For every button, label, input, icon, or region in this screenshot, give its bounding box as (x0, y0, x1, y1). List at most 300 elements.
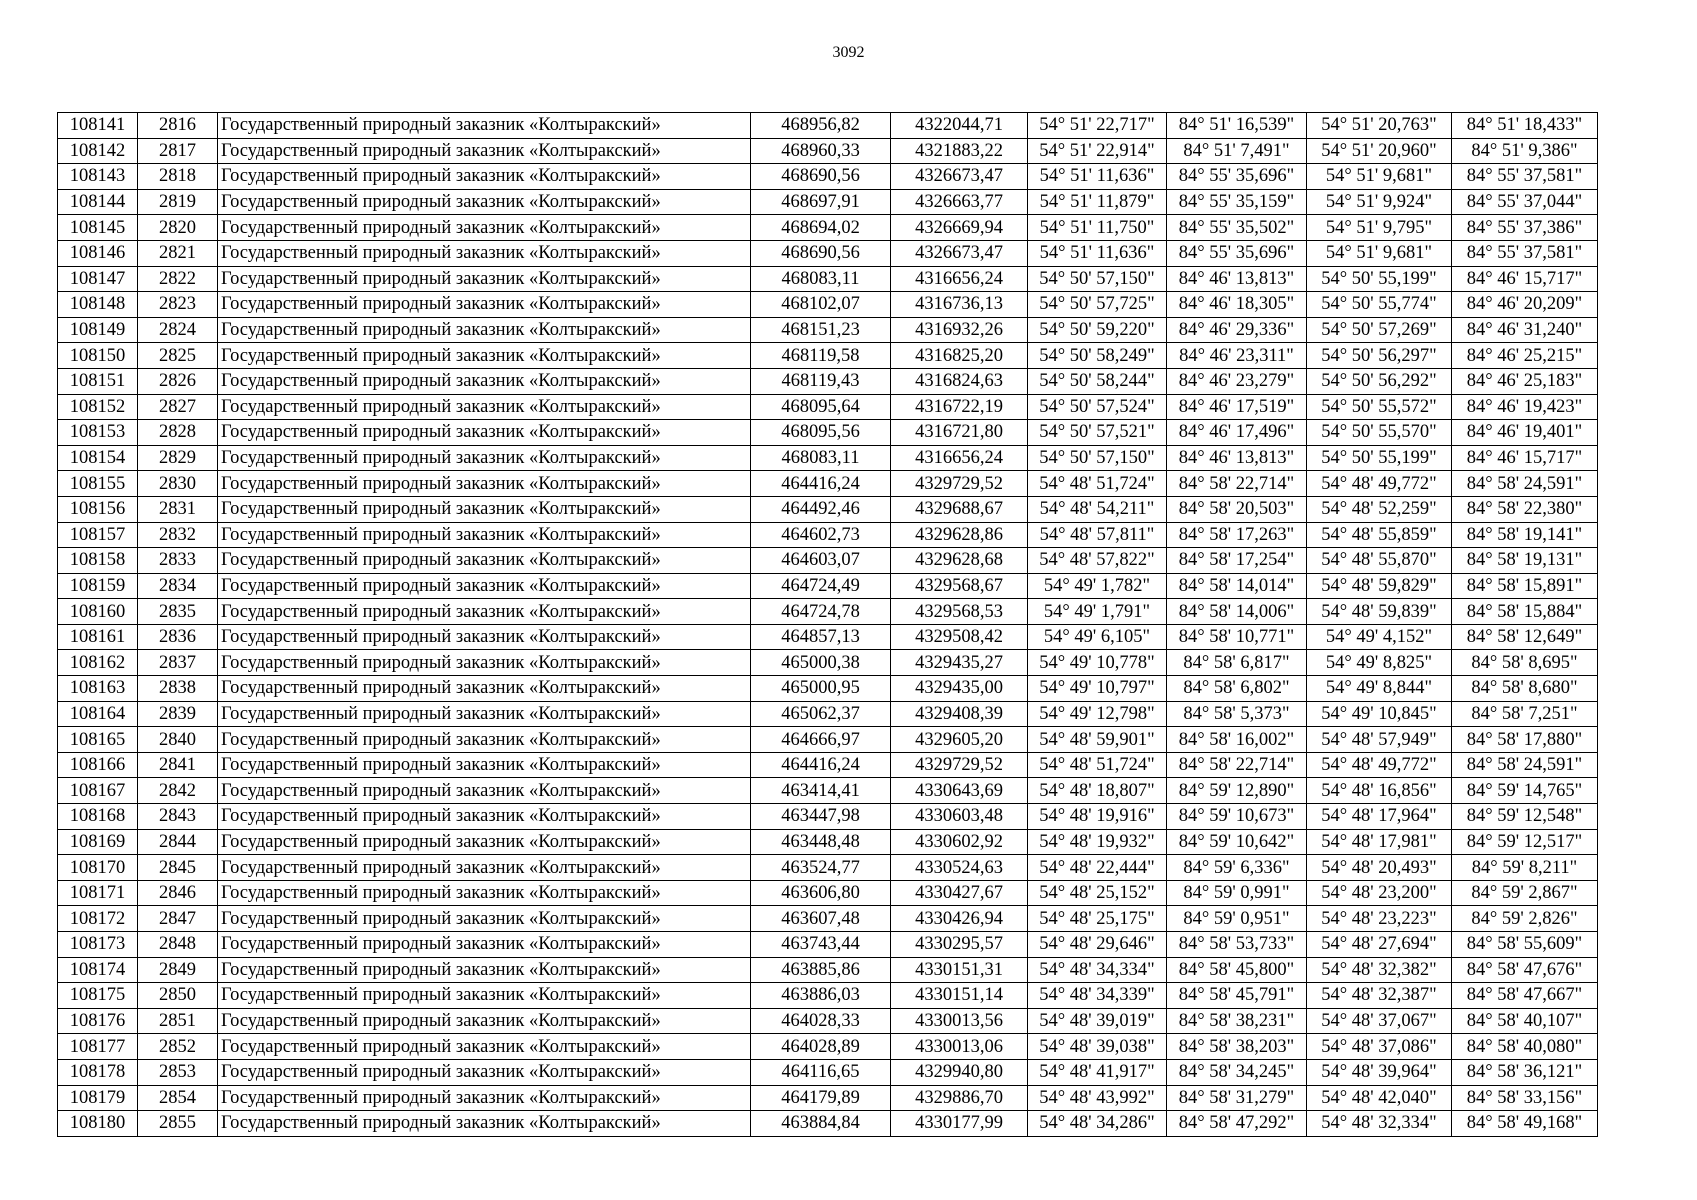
point-number-cell: 2850 (138, 983, 218, 1009)
latitude-1-cell: 54° 48' 39,038" (1028, 1034, 1167, 1060)
x-coordinate-cell: 468956,82 (751, 113, 891, 139)
row-number-cell: 108148 (58, 292, 138, 318)
longitude-2-cell: 84° 58' 33,156" (1452, 1085, 1598, 1111)
longitude-1-cell: 84° 46' 29,336" (1167, 317, 1307, 343)
object-name-cell: Государственный природный заказник «Колтыракский» (218, 906, 751, 932)
table-row (58, 445, 1598, 471)
y-coordinate-cell: 4326669,94 (891, 215, 1028, 241)
longitude-2-cell: 84° 51' 9,386" (1452, 138, 1598, 164)
object-name-cell: Государственный природный заказник «Колтыракский» (218, 727, 751, 753)
latitude-1-cell: 54° 50' 57,150" (1028, 266, 1167, 292)
table-row (58, 1111, 1598, 1137)
x-coordinate-cell: 464028,33 (751, 1008, 891, 1034)
object-name-cell: Государственный природный заказник «Колтыракский» (218, 548, 751, 574)
x-coordinate-cell: 464116,65 (751, 1059, 891, 1085)
latitude-2-cell: 54° 48' 32,334" (1307, 1111, 1452, 1137)
y-coordinate-cell: 4316736,13 (891, 292, 1028, 318)
point-number-cell: 2845 (138, 855, 218, 881)
latitude-1-cell: 54° 48' 34,339" (1028, 983, 1167, 1009)
point-number-cell: 2828 (138, 420, 218, 446)
object-name-cell: Государственный природный заказник «Колтыракский» (218, 650, 751, 676)
table-row (58, 778, 1598, 804)
latitude-2-cell: 54° 48' 23,200" (1307, 880, 1452, 906)
latitude-2-cell: 54° 48' 59,839" (1307, 599, 1452, 625)
table-row (58, 420, 1598, 446)
y-coordinate-cell: 4316824,63 (891, 368, 1028, 394)
point-number-cell: 2829 (138, 445, 218, 471)
table-row (58, 804, 1598, 830)
point-number-cell: 2853 (138, 1059, 218, 1085)
latitude-2-cell: 54° 50' 55,774" (1307, 292, 1452, 318)
table-row (58, 189, 1598, 215)
row-number-cell: 108176 (58, 1008, 138, 1034)
object-name-cell: Государственный природный заказник «Колтыракский» (218, 1085, 751, 1111)
latitude-1-cell: 54° 48' 51,724" (1028, 471, 1167, 497)
table-row (58, 573, 1598, 599)
latitude-2-cell: 54° 48' 32,387" (1307, 983, 1452, 1009)
object-name-cell: Государственный природный заказник «Колтыракский» (218, 394, 751, 420)
object-name-cell: Государственный природный заказник «Колтыракский» (218, 471, 751, 497)
point-number-cell: 2818 (138, 164, 218, 190)
y-coordinate-cell: 4329568,53 (891, 599, 1028, 625)
object-name-cell: Государственный природный заказник «Колтыракский» (218, 957, 751, 983)
point-number-cell: 2825 (138, 343, 218, 369)
y-coordinate-cell: 4329605,20 (891, 727, 1028, 753)
latitude-1-cell: 54° 48' 59,901" (1028, 727, 1167, 753)
point-number-cell: 2830 (138, 471, 218, 497)
table-row (58, 752, 1598, 778)
row-number-cell: 108165 (58, 727, 138, 753)
row-number-cell: 108179 (58, 1085, 138, 1111)
longitude-2-cell: 84° 58' 40,080" (1452, 1034, 1598, 1060)
object-name-cell: Государственный природный заказник «Колтыракский» (218, 317, 751, 343)
longitude-2-cell: 84° 59' 2,867" (1452, 880, 1598, 906)
table-row (58, 138, 1598, 164)
row-number-cell: 108169 (58, 829, 138, 855)
longitude-1-cell: 84° 55' 35,502" (1167, 215, 1307, 241)
point-number-cell: 2836 (138, 624, 218, 650)
x-coordinate-cell: 468095,64 (751, 394, 891, 420)
longitude-1-cell: 84° 55' 35,159" (1167, 189, 1307, 215)
latitude-1-cell: 54° 51' 11,636" (1028, 164, 1167, 190)
row-number-cell: 108143 (58, 164, 138, 190)
x-coordinate-cell: 463524,77 (751, 855, 891, 881)
longitude-1-cell: 84° 58' 14,014" (1167, 573, 1307, 599)
latitude-1-cell: 54° 48' 22,444" (1028, 855, 1167, 881)
table-row (58, 343, 1598, 369)
point-number-cell: 2838 (138, 676, 218, 702)
row-number-cell: 108177 (58, 1034, 138, 1060)
table-row (58, 368, 1598, 394)
longitude-1-cell: 84° 58' 17,263" (1167, 522, 1307, 548)
row-number-cell: 108166 (58, 752, 138, 778)
table-row (58, 855, 1598, 881)
y-coordinate-cell: 4330177,99 (891, 1111, 1028, 1137)
latitude-1-cell: 54° 51' 11,879" (1028, 189, 1167, 215)
latitude-2-cell: 54° 48' 17,964" (1307, 804, 1452, 830)
table-row (58, 215, 1598, 241)
x-coordinate-cell: 468119,58 (751, 343, 891, 369)
latitude-1-cell: 54° 48' 34,334" (1028, 957, 1167, 983)
table-row (58, 240, 1598, 266)
longitude-2-cell: 84° 59' 12,517" (1452, 829, 1598, 855)
row-number-cell: 108161 (58, 624, 138, 650)
object-name-cell: Государственный природный заказник «Колтыракский» (218, 1059, 751, 1085)
x-coordinate-cell: 463414,41 (751, 778, 891, 804)
latitude-1-cell: 54° 48' 19,916" (1028, 804, 1167, 830)
latitude-2-cell: 54° 48' 20,493" (1307, 855, 1452, 881)
y-coordinate-cell: 4330295,57 (891, 932, 1028, 958)
x-coordinate-cell: 464416,24 (751, 471, 891, 497)
latitude-2-cell: 54° 51' 20,763" (1307, 113, 1452, 139)
object-name-cell: Государственный природный заказник «Колтыракский» (218, 1034, 751, 1060)
latitude-1-cell: 54° 48' 25,175" (1028, 906, 1167, 932)
table-row (58, 292, 1598, 318)
longitude-2-cell: 84° 46' 15,717" (1452, 266, 1598, 292)
point-number-cell: 2827 (138, 394, 218, 420)
longitude-1-cell: 84° 46' 18,305" (1167, 292, 1307, 318)
table-row (58, 932, 1598, 958)
latitude-2-cell: 54° 50' 56,292" (1307, 368, 1452, 394)
latitude-1-cell: 54° 48' 43,992" (1028, 1085, 1167, 1111)
y-coordinate-cell: 4329568,67 (891, 573, 1028, 599)
coordinates-table (57, 112, 1598, 1137)
row-number-cell: 108150 (58, 343, 138, 369)
latitude-1-cell: 54° 48' 54,211" (1028, 496, 1167, 522)
point-number-cell: 2816 (138, 113, 218, 139)
object-name-cell: Государственный природный заказник «Колтыракский» (218, 829, 751, 855)
row-number-cell: 108153 (58, 420, 138, 446)
latitude-1-cell: 54° 49' 1,782" (1028, 573, 1167, 599)
table-row (58, 1059, 1598, 1085)
row-number-cell: 108142 (58, 138, 138, 164)
table-row (58, 164, 1598, 190)
table-row (58, 394, 1598, 420)
table-row (58, 701, 1598, 727)
table-row (58, 880, 1598, 906)
latitude-2-cell: 54° 51' 9,924" (1307, 189, 1452, 215)
row-number-cell: 108158 (58, 548, 138, 574)
object-name-cell: Государственный природный заказник «Колтыракский» (218, 420, 751, 446)
point-number-cell: 2821 (138, 240, 218, 266)
longitude-1-cell: 84° 46' 23,279" (1167, 368, 1307, 394)
table-row (58, 522, 1598, 548)
longitude-2-cell: 84° 46' 31,240" (1452, 317, 1598, 343)
latitude-1-cell: 54° 49' 1,791" (1028, 599, 1167, 625)
latitude-1-cell: 54° 51' 22,717" (1028, 113, 1167, 139)
longitude-2-cell: 84° 59' 8,211" (1452, 855, 1598, 881)
y-coordinate-cell: 4326663,77 (891, 189, 1028, 215)
latitude-2-cell: 54° 50' 55,570" (1307, 420, 1452, 446)
x-coordinate-cell: 468960,33 (751, 138, 891, 164)
latitude-2-cell: 54° 48' 49,772" (1307, 752, 1452, 778)
row-number-cell: 108167 (58, 778, 138, 804)
point-number-cell: 2834 (138, 573, 218, 599)
object-name-cell: Государственный природный заказник «Колтыракский» (218, 855, 751, 881)
y-coordinate-cell: 4330643,69 (891, 778, 1028, 804)
longitude-2-cell: 84° 58' 7,251" (1452, 701, 1598, 727)
table-row (58, 1008, 1598, 1034)
y-coordinate-cell: 4329886,70 (891, 1085, 1028, 1111)
longitude-2-cell: 84° 58' 55,609" (1452, 932, 1598, 958)
longitude-1-cell: 84° 55' 35,696" (1167, 164, 1307, 190)
row-number-cell: 108159 (58, 573, 138, 599)
latitude-2-cell: 54° 49' 10,845" (1307, 701, 1452, 727)
x-coordinate-cell: 468102,07 (751, 292, 891, 318)
longitude-1-cell: 84° 58' 38,203" (1167, 1034, 1307, 1060)
longitude-1-cell: 84° 58' 45,791" (1167, 983, 1307, 1009)
x-coordinate-cell: 465000,38 (751, 650, 891, 676)
y-coordinate-cell: 4329940,80 (891, 1059, 1028, 1085)
longitude-2-cell: 84° 59' 14,765" (1452, 778, 1598, 804)
table-row (58, 1085, 1598, 1111)
row-number-cell: 108151 (58, 368, 138, 394)
point-number-cell: 2833 (138, 548, 218, 574)
point-number-cell: 2855 (138, 1111, 218, 1137)
point-number-cell: 2824 (138, 317, 218, 343)
point-number-cell: 2835 (138, 599, 218, 625)
longitude-2-cell: 84° 58' 19,131" (1452, 548, 1598, 574)
latitude-1-cell: 54° 48' 19,932" (1028, 829, 1167, 855)
point-number-cell: 2848 (138, 932, 218, 958)
x-coordinate-cell: 464602,73 (751, 522, 891, 548)
x-coordinate-cell: 464724,49 (751, 573, 891, 599)
latitude-1-cell: 54° 50' 57,524" (1028, 394, 1167, 420)
point-number-cell: 2831 (138, 496, 218, 522)
x-coordinate-cell: 464492,46 (751, 496, 891, 522)
latitude-2-cell: 54° 50' 55,199" (1307, 266, 1452, 292)
latitude-1-cell: 54° 49' 10,797" (1028, 676, 1167, 702)
latitude-1-cell: 54° 48' 25,152" (1028, 880, 1167, 906)
latitude-1-cell: 54° 50' 57,725" (1028, 292, 1167, 318)
row-number-cell: 108164 (58, 701, 138, 727)
longitude-1-cell: 84° 58' 53,733" (1167, 932, 1307, 958)
table-row (58, 496, 1598, 522)
longitude-2-cell: 84° 58' 24,591" (1452, 471, 1598, 497)
object-name-cell: Государственный природный заказник «Колтыракский» (218, 752, 751, 778)
y-coordinate-cell: 4329628,68 (891, 548, 1028, 574)
longitude-1-cell: 84° 46' 13,813" (1167, 445, 1307, 471)
longitude-1-cell: 84° 59' 6,336" (1167, 855, 1307, 881)
longitude-1-cell: 84° 59' 12,890" (1167, 778, 1307, 804)
longitude-2-cell: 84° 58' 47,667" (1452, 983, 1598, 1009)
y-coordinate-cell: 4330603,48 (891, 804, 1028, 830)
latitude-1-cell: 54° 50' 58,244" (1028, 368, 1167, 394)
latitude-1-cell: 54° 48' 18,807" (1028, 778, 1167, 804)
latitude-2-cell: 54° 48' 52,259" (1307, 496, 1452, 522)
x-coordinate-cell: 463885,86 (751, 957, 891, 983)
x-coordinate-cell: 463743,44 (751, 932, 891, 958)
longitude-1-cell: 84° 59' 0,951" (1167, 906, 1307, 932)
y-coordinate-cell: 4330524,63 (891, 855, 1028, 881)
object-name-cell: Государственный природный заказник «Колтыракский» (218, 624, 751, 650)
latitude-2-cell: 54° 48' 16,856" (1307, 778, 1452, 804)
y-coordinate-cell: 4326673,47 (891, 164, 1028, 190)
y-coordinate-cell: 4329628,86 (891, 522, 1028, 548)
y-coordinate-cell: 4316656,24 (891, 445, 1028, 471)
point-number-cell: 2826 (138, 368, 218, 394)
row-number-cell: 108146 (58, 240, 138, 266)
x-coordinate-cell: 468690,56 (751, 240, 891, 266)
longitude-1-cell: 84° 58' 31,279" (1167, 1085, 1307, 1111)
latitude-1-cell: 54° 48' 34,286" (1028, 1111, 1167, 1137)
latitude-2-cell: 54° 48' 39,964" (1307, 1059, 1452, 1085)
y-coordinate-cell: 4316825,20 (891, 343, 1028, 369)
y-coordinate-cell: 4326673,47 (891, 240, 1028, 266)
point-number-cell: 2852 (138, 1034, 218, 1060)
table-body (58, 113, 1598, 1137)
row-number-cell: 108152 (58, 394, 138, 420)
longitude-1-cell: 84° 58' 17,254" (1167, 548, 1307, 574)
y-coordinate-cell: 4316722,19 (891, 394, 1028, 420)
x-coordinate-cell: 463884,84 (751, 1111, 891, 1137)
x-coordinate-cell: 465000,95 (751, 676, 891, 702)
longitude-2-cell: 84° 58' 8,680" (1452, 676, 1598, 702)
x-coordinate-cell: 468151,23 (751, 317, 891, 343)
longitude-2-cell: 84° 58' 15,884" (1452, 599, 1598, 625)
object-name-cell: Государственный природный заказник «Колтыракский» (218, 189, 751, 215)
longitude-2-cell: 84° 46' 20,209" (1452, 292, 1598, 318)
latitude-2-cell: 54° 51' 20,960" (1307, 138, 1452, 164)
object-name-cell: Государственный природный заказник «Колтыракский» (218, 1111, 751, 1137)
latitude-1-cell: 54° 50' 59,220" (1028, 317, 1167, 343)
table-row (58, 113, 1598, 139)
table-row (58, 727, 1598, 753)
point-number-cell: 2849 (138, 957, 218, 983)
row-number-cell: 108145 (58, 215, 138, 241)
row-number-cell: 108173 (58, 932, 138, 958)
row-number-cell: 108147 (58, 266, 138, 292)
latitude-2-cell: 54° 48' 37,086" (1307, 1034, 1452, 1060)
object-name-cell: Государственный природный заказник «Колтыракский» (218, 138, 751, 164)
latitude-1-cell: 54° 48' 29,646" (1028, 932, 1167, 958)
longitude-2-cell: 84° 58' 36,121" (1452, 1059, 1598, 1085)
latitude-2-cell: 54° 51' 9,795" (1307, 215, 1452, 241)
latitude-1-cell: 54° 49' 6,105" (1028, 624, 1167, 650)
point-number-cell: 2839 (138, 701, 218, 727)
latitude-2-cell: 54° 48' 23,223" (1307, 906, 1452, 932)
longitude-1-cell: 84° 46' 17,519" (1167, 394, 1307, 420)
table-row (58, 957, 1598, 983)
longitude-2-cell: 84° 58' 19,141" (1452, 522, 1598, 548)
object-name-cell: Государственный природный заказник «Колтыракский» (218, 778, 751, 804)
x-coordinate-cell: 463886,03 (751, 983, 891, 1009)
y-coordinate-cell: 4330151,31 (891, 957, 1028, 983)
row-number-cell: 108178 (58, 1059, 138, 1085)
x-coordinate-cell: 468697,91 (751, 189, 891, 215)
x-coordinate-cell: 468119,43 (751, 368, 891, 394)
y-coordinate-cell: 4330151,14 (891, 983, 1028, 1009)
point-number-cell: 2847 (138, 906, 218, 932)
longitude-1-cell: 84° 58' 34,245" (1167, 1059, 1307, 1085)
y-coordinate-cell: 4329408,39 (891, 701, 1028, 727)
longitude-2-cell: 84° 46' 25,183" (1452, 368, 1598, 394)
row-number-cell: 108171 (58, 880, 138, 906)
latitude-2-cell: 54° 48' 32,382" (1307, 957, 1452, 983)
longitude-2-cell: 84° 46' 25,215" (1452, 343, 1598, 369)
latitude-1-cell: 54° 49' 12,798" (1028, 701, 1167, 727)
latitude-2-cell: 54° 48' 49,772" (1307, 471, 1452, 497)
y-coordinate-cell: 4329688,67 (891, 496, 1028, 522)
longitude-2-cell: 84° 58' 17,880" (1452, 727, 1598, 753)
longitude-1-cell: 84° 51' 16,539" (1167, 113, 1307, 139)
latitude-1-cell: 54° 50' 58,249" (1028, 343, 1167, 369)
x-coordinate-cell: 465062,37 (751, 701, 891, 727)
object-name-cell: Государственный природный заказник «Колтыракский» (218, 1008, 751, 1034)
point-number-cell: 2817 (138, 138, 218, 164)
table-row (58, 906, 1598, 932)
x-coordinate-cell: 464857,13 (751, 624, 891, 650)
latitude-2-cell: 54° 49' 8,825" (1307, 650, 1452, 676)
latitude-2-cell: 54° 48' 55,870" (1307, 548, 1452, 574)
x-coordinate-cell: 464724,78 (751, 599, 891, 625)
point-number-cell: 2840 (138, 727, 218, 753)
x-coordinate-cell: 464666,97 (751, 727, 891, 753)
x-coordinate-cell: 468690,56 (751, 164, 891, 190)
row-number-cell: 108180 (58, 1111, 138, 1137)
longitude-2-cell: 84° 58' 47,676" (1452, 957, 1598, 983)
row-number-cell: 108141 (58, 113, 138, 139)
row-number-cell: 108175 (58, 983, 138, 1009)
object-name-cell: Государственный природный заказник «Колтыракский» (218, 164, 751, 190)
object-name-cell: Государственный природный заказник «Колтыракский» (218, 496, 751, 522)
longitude-2-cell: 84° 59' 12,548" (1452, 804, 1598, 830)
y-coordinate-cell: 4316932,26 (891, 317, 1028, 343)
latitude-2-cell: 54° 51' 9,681" (1307, 164, 1452, 190)
latitude-2-cell: 54° 48' 42,040" (1307, 1085, 1452, 1111)
latitude-2-cell: 54° 48' 57,949" (1307, 727, 1452, 753)
latitude-2-cell: 54° 48' 37,067" (1307, 1008, 1452, 1034)
y-coordinate-cell: 4330602,92 (891, 829, 1028, 855)
latitude-1-cell: 54° 51' 22,914" (1028, 138, 1167, 164)
latitude-1-cell: 54° 48' 57,811" (1028, 522, 1167, 548)
latitude-2-cell: 54° 48' 27,694" (1307, 932, 1452, 958)
page-number: 3092 (832, 44, 865, 61)
y-coordinate-cell: 4329729,52 (891, 752, 1028, 778)
latitude-2-cell: 54° 48' 55,859" (1307, 522, 1452, 548)
x-coordinate-cell: 468095,56 (751, 420, 891, 446)
longitude-2-cell: 84° 58' 40,107" (1452, 1008, 1598, 1034)
x-coordinate-cell: 463448,48 (751, 829, 891, 855)
object-name-cell: Государственный природный заказник «Колтыракский» (218, 343, 751, 369)
latitude-1-cell: 54° 48' 41,917" (1028, 1059, 1167, 1085)
longitude-2-cell: 84° 55' 37,386" (1452, 215, 1598, 241)
longitude-1-cell: 84° 58' 22,714" (1167, 752, 1307, 778)
longitude-2-cell: 84° 59' 2,826" (1452, 906, 1598, 932)
latitude-2-cell: 54° 50' 56,297" (1307, 343, 1452, 369)
longitude-2-cell: 84° 55' 37,044" (1452, 189, 1598, 215)
longitude-1-cell: 84° 58' 5,373" (1167, 701, 1307, 727)
x-coordinate-cell: 464416,24 (751, 752, 891, 778)
longitude-2-cell: 84° 51' 18,433" (1452, 113, 1598, 139)
longitude-1-cell: 84° 58' 45,800" (1167, 957, 1307, 983)
point-number-cell: 2844 (138, 829, 218, 855)
longitude-1-cell: 84° 46' 17,496" (1167, 420, 1307, 446)
table-row (58, 599, 1598, 625)
y-coordinate-cell: 4330426,94 (891, 906, 1028, 932)
x-coordinate-cell: 463606,80 (751, 880, 891, 906)
longitude-1-cell: 84° 59' 10,642" (1167, 829, 1307, 855)
table-row (58, 548, 1598, 574)
y-coordinate-cell: 4329508,42 (891, 624, 1028, 650)
y-coordinate-cell: 4330427,67 (891, 880, 1028, 906)
table-row (58, 829, 1598, 855)
table-row (58, 650, 1598, 676)
longitude-1-cell: 84° 58' 14,006" (1167, 599, 1307, 625)
latitude-1-cell: 54° 51' 11,636" (1028, 240, 1167, 266)
row-number-cell: 108155 (58, 471, 138, 497)
point-number-cell: 2842 (138, 778, 218, 804)
